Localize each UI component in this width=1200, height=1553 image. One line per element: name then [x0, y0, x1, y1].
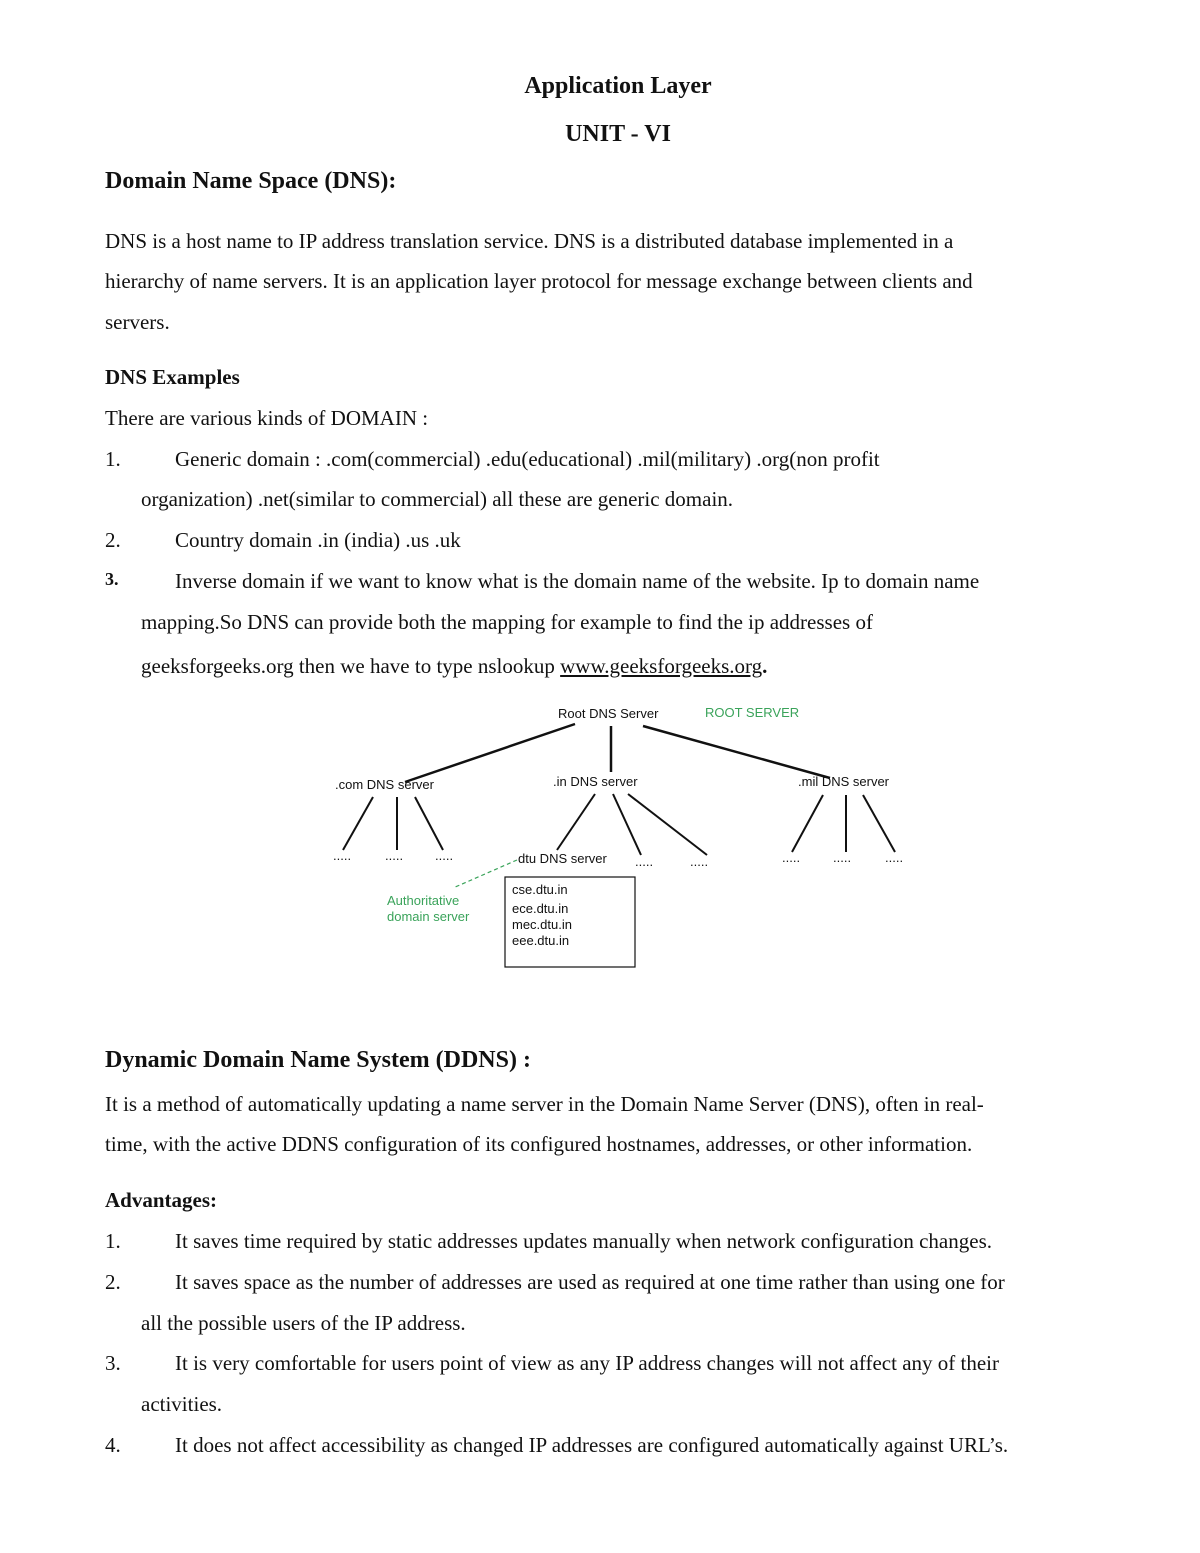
placeholder-dots: ..... [635, 854, 654, 869]
list-item-continuation: activities. [141, 1392, 223, 1416]
list-item: It is very comfortable for users point of view as any IP address changes will not affect any of their [175, 1351, 1000, 1375]
edge-root-com [405, 724, 575, 782]
placeholder-dots: ..... [833, 850, 852, 865]
geeksforgeeks-link[interactable]: www.geeksforgeeks.org [560, 654, 763, 678]
domain-entry: mec.dtu.in [512, 917, 572, 932]
dns-hierarchy-diagram [325, 700, 925, 975]
ddns-intro-line-1: It is a method of automatically updating a name server in the Domain Name Server (DNS), often in real- [105, 1092, 984, 1116]
ddns-heading: Dynamic Domain Name System (DDNS) : [105, 1047, 531, 1073]
list-item-number: 2. [105, 1270, 121, 1294]
list-item-number: 1. [105, 447, 121, 471]
com-dns-server-label: .com DNS server [335, 777, 434, 792]
edge-in-child [628, 794, 707, 855]
domain-entry: eee.dtu.in [512, 933, 570, 948]
dtu-dns-server-label: dtu DNS server [518, 851, 607, 866]
edge-com-child [415, 797, 443, 850]
edge-root-mil [643, 726, 830, 778]
in-dns-server-label: .in DNS server [553, 774, 638, 789]
list-item: It saves time required by static addresses updates manually when network configuration changes. [175, 1229, 993, 1253]
domain-entry: ece.dtu.in [512, 901, 569, 916]
root-server-tag: ROOT SERVER [705, 705, 800, 720]
placeholder-dots: ..... [333, 848, 352, 863]
dns-examples-heading: DNS Examples [105, 365, 240, 389]
list-item: Inverse domain if we want to know what is the domain name of the website. Ip to domain name [175, 569, 980, 593]
list-item-continuation [141, 654, 767, 679]
period: . [762, 654, 768, 678]
list-item-continuation: all the possible users of the IP address. [141, 1311, 466, 1335]
edge-in-dtu [557, 794, 595, 850]
placeholder-dots: ..... [435, 848, 454, 863]
list-item: Generic domain : .com(commercial) .edu(educational) .mil(military) .org(non profit [175, 447, 880, 471]
ddns-intro-line-2: time, with the active DDNS configuration of its configured hostnames, addresses, or other information. [105, 1132, 973, 1156]
unit-label: UNIT - VI [565, 121, 671, 147]
root-dns-server-label: Root DNS Server [558, 706, 659, 721]
advantages-heading: Advantages: [105, 1188, 218, 1212]
nslookup-text: geeksforgeeks.org then we have to type nslookup [141, 654, 561, 678]
dns-examples-intro: There are various kinds of DOMAIN : [105, 406, 429, 430]
dns-intro-line-1: DNS is a host name to IP address translation service. DNS is a distributed database implemented in a [105, 229, 954, 253]
placeholder-dots: ..... [690, 854, 709, 869]
list-item-continuation: mapping.So DNS can provide both the mapping for example to find the ip addresses of [141, 610, 873, 634]
list-item-number: 4. [105, 1433, 121, 1457]
list-item: It does not affect accessibility as changed IP addresses are configured automatically against URL’s. [175, 1433, 1009, 1457]
mil-dns-server-label: .mil DNS server [798, 774, 890, 789]
dns-intro-line-3: servers. [105, 310, 170, 334]
dns-heading: Domain Name Space (DNS): [105, 168, 397, 194]
list-item-number: 3. [105, 1351, 121, 1375]
dns-intro-line-2: hierarchy of name servers. It is an application layer protocol for message exchange between clients and [105, 269, 973, 293]
authoritative-label: Authoritative [387, 893, 460, 908]
edge-mil-child [792, 795, 823, 852]
list-item-number: 1. [105, 1229, 121, 1253]
edge-in-child [613, 794, 641, 855]
list-item: It saves space as the number of addresses are used as required at one time rather than using one for [175, 1270, 1005, 1294]
edge-mil-child [863, 795, 895, 852]
placeholder-dots: ..... [885, 850, 904, 865]
edge-com-child [343, 797, 373, 850]
authoritative-label: domain server [387, 909, 470, 924]
list-item-number: 2. [105, 528, 121, 552]
list-item: Country domain .in (india) .us .uk [175, 528, 461, 552]
list-item-continuation: organization) .net(similar to commercial) all these are generic domain. [141, 487, 734, 511]
page-title: Application Layer [524, 73, 712, 99]
authoritative-pointer [453, 860, 517, 888]
domain-entry: cse.dtu.in [512, 882, 568, 897]
placeholder-dots: ..... [782, 850, 801, 865]
list-item-number: 3. [105, 569, 119, 589]
placeholder-dots: ..... [385, 848, 404, 863]
